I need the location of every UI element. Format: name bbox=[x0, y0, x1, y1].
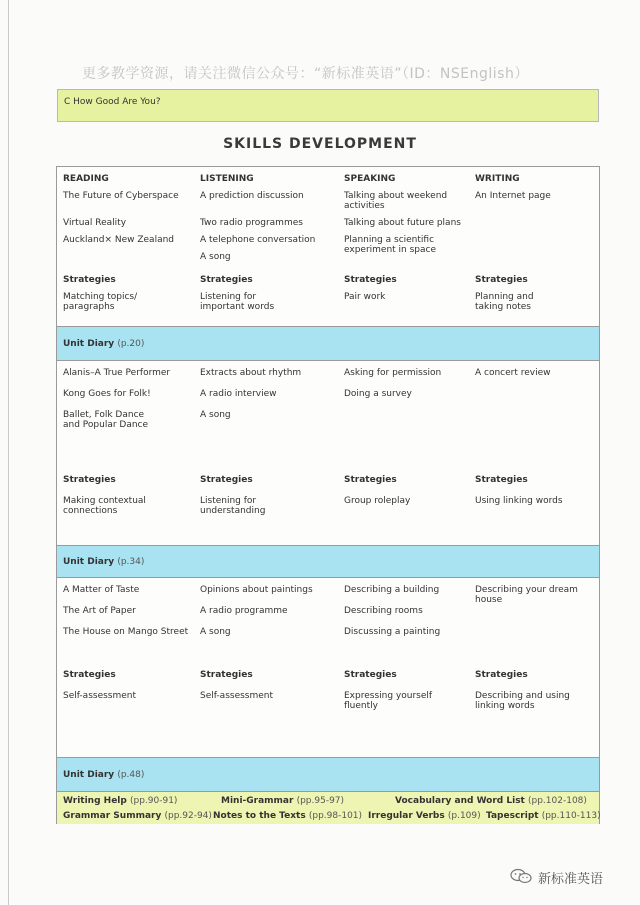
table-cell: A song bbox=[200, 627, 231, 637]
header-speaking: SPEAKING bbox=[344, 174, 396, 184]
footer-label: Mini-Grammar bbox=[221, 796, 294, 806]
publisher-logo bbox=[510, 866, 630, 888]
table-cell: Auckland× New Zealand bbox=[63, 235, 174, 245]
strategy-text: Using linking words bbox=[475, 496, 563, 506]
table-cell: A Matter of Taste bbox=[63, 585, 140, 595]
footer-pages: (p.109) bbox=[447, 811, 481, 821]
strategies-label: Strategies bbox=[344, 275, 397, 285]
strategies-label: Strategies bbox=[200, 475, 253, 485]
strategies-label: Strategies bbox=[200, 275, 253, 285]
table-cell: A radio interview bbox=[200, 389, 277, 399]
footer-vocabulary bbox=[395, 796, 587, 806]
strategies-label: Strategies bbox=[475, 670, 528, 680]
unit-diary-pages: (p.34) bbox=[117, 557, 145, 567]
logo-text: 新标准英语 bbox=[538, 872, 604, 887]
table-cell: Discussing a painting bbox=[344, 627, 441, 637]
strategies-label: Strategies bbox=[63, 670, 116, 680]
table-cell: A radio programme bbox=[200, 606, 288, 616]
table-cell: Describing your dream house bbox=[475, 585, 578, 605]
wechat-logo-icon bbox=[510, 868, 532, 884]
unit-diary-band bbox=[57, 326, 599, 361]
footer-pages: (pp.102-108) bbox=[528, 796, 587, 806]
strategies-label: Strategies bbox=[475, 475, 528, 485]
strategies-label: Strategies bbox=[344, 475, 397, 485]
footer-irregular-verbs bbox=[368, 811, 481, 821]
footer-label: Writing Help bbox=[63, 796, 127, 806]
strategy-text: Describing and using linking words bbox=[475, 691, 570, 711]
strategies-label: Strategies bbox=[63, 475, 116, 485]
strategies-label: Strategies bbox=[475, 275, 528, 285]
table-cell: Alanis–A True Performer bbox=[63, 368, 171, 378]
table-cell: Kong Goes for Folk! bbox=[63, 389, 151, 399]
strategy-text: Matching topics/ paragraphs bbox=[63, 292, 138, 312]
table-cell: Extracts about rhythm bbox=[200, 368, 302, 378]
strategy-text: Listening for understanding bbox=[200, 496, 266, 516]
footer-label: Notes to the Texts bbox=[213, 811, 306, 821]
strategy-text: Self-assessment bbox=[63, 691, 137, 701]
table-cell: A song bbox=[200, 410, 231, 420]
table-cell: A telephone conversation bbox=[200, 235, 316, 245]
reference-footer bbox=[57, 791, 599, 824]
table-cell: Opinions about paintings bbox=[200, 585, 313, 595]
table-cell: The House on Mango Street bbox=[63, 627, 189, 637]
footer-mini-grammar bbox=[221, 796, 344, 806]
table-cell: Describing a building bbox=[344, 585, 440, 595]
table-cell: Planning a scientific experiment in space bbox=[344, 235, 437, 255]
table-cell: A prediction discussion bbox=[200, 191, 304, 201]
strategy-text: Self-assessment bbox=[200, 691, 274, 701]
table-cell: A song bbox=[200, 252, 231, 262]
table-cell: An Internet page bbox=[475, 191, 551, 201]
footer-pages: (pp.95-97) bbox=[296, 796, 345, 806]
strategies-label: Strategies bbox=[200, 670, 253, 680]
strategy-text: Planning and taking notes bbox=[475, 292, 534, 312]
watermark-text: 更多教学资源，请关注微信公众号：“新标准英语”（ID：NSEnglish） bbox=[82, 66, 529, 82]
unit-diary-label: Unit Diary bbox=[63, 557, 115, 567]
footer-grammar-summary bbox=[63, 811, 212, 821]
footer-pages: (pp.110-113) bbox=[541, 811, 601, 821]
table-cell: Virtual Reality bbox=[63, 218, 127, 228]
page-title: SKILLS DEVELOPMENT bbox=[223, 136, 417, 152]
footer-notes-to-texts bbox=[213, 811, 362, 821]
table-cell: The Art of Paper bbox=[63, 606, 136, 616]
strategy-text: Expressing yourself fluently bbox=[344, 691, 433, 711]
unit-banner: C How Good Are You? bbox=[57, 89, 599, 122]
table-cell: Asking for permission bbox=[344, 368, 442, 378]
header-reading: READING bbox=[63, 174, 109, 184]
unit-diary-pages: (p.20) bbox=[117, 339, 145, 349]
unit-diary-band bbox=[57, 545, 599, 578]
strategy-text: Making contextual connections bbox=[63, 496, 146, 516]
strategies-label: Strategies bbox=[344, 670, 397, 680]
table-cell: Two radio programmes bbox=[200, 218, 303, 228]
table-cell: The Future of Cyberspace bbox=[63, 191, 179, 201]
strategies-label: Strategies bbox=[63, 275, 116, 285]
header-listening: LISTENING bbox=[200, 174, 254, 184]
table-cell: Describing rooms bbox=[344, 606, 423, 616]
table-cell: Talking about future plans bbox=[344, 218, 461, 228]
footer-pages: (pp.92-94) bbox=[164, 811, 212, 821]
footer-label: Tapescript bbox=[486, 811, 539, 821]
footer-pages: (pp.98-101) bbox=[308, 811, 363, 821]
footer-pages: (pp.90-91) bbox=[129, 796, 178, 806]
unit-diary-label: Unit Diary bbox=[63, 339, 115, 349]
unit-diary-band bbox=[57, 757, 599, 792]
strategy-text: Listening for important words bbox=[200, 292, 275, 312]
unit-diary-pages: (p.48) bbox=[117, 770, 145, 780]
skills-table bbox=[56, 166, 600, 824]
footer-tapescript bbox=[486, 811, 601, 821]
strategy-text: Pair work bbox=[344, 292, 386, 302]
table-cell: Talking about weekend activities bbox=[344, 191, 448, 211]
header-writing: WRITING bbox=[475, 174, 520, 184]
footer-writing-help bbox=[63, 796, 177, 806]
footer-label: Vocabulary and Word List bbox=[395, 796, 525, 806]
footer-label: Irregular Verbs bbox=[368, 811, 445, 821]
unit-diary-label: Unit Diary bbox=[63, 770, 115, 780]
footer-label: Grammar Summary bbox=[63, 811, 162, 821]
table-cell: A concert review bbox=[475, 368, 551, 378]
table-cell: Ballet, Folk Dance and Popular Dance bbox=[63, 410, 149, 430]
table-cell: Doing a survey bbox=[344, 389, 412, 399]
strategy-text: Group roleplay bbox=[344, 496, 411, 506]
